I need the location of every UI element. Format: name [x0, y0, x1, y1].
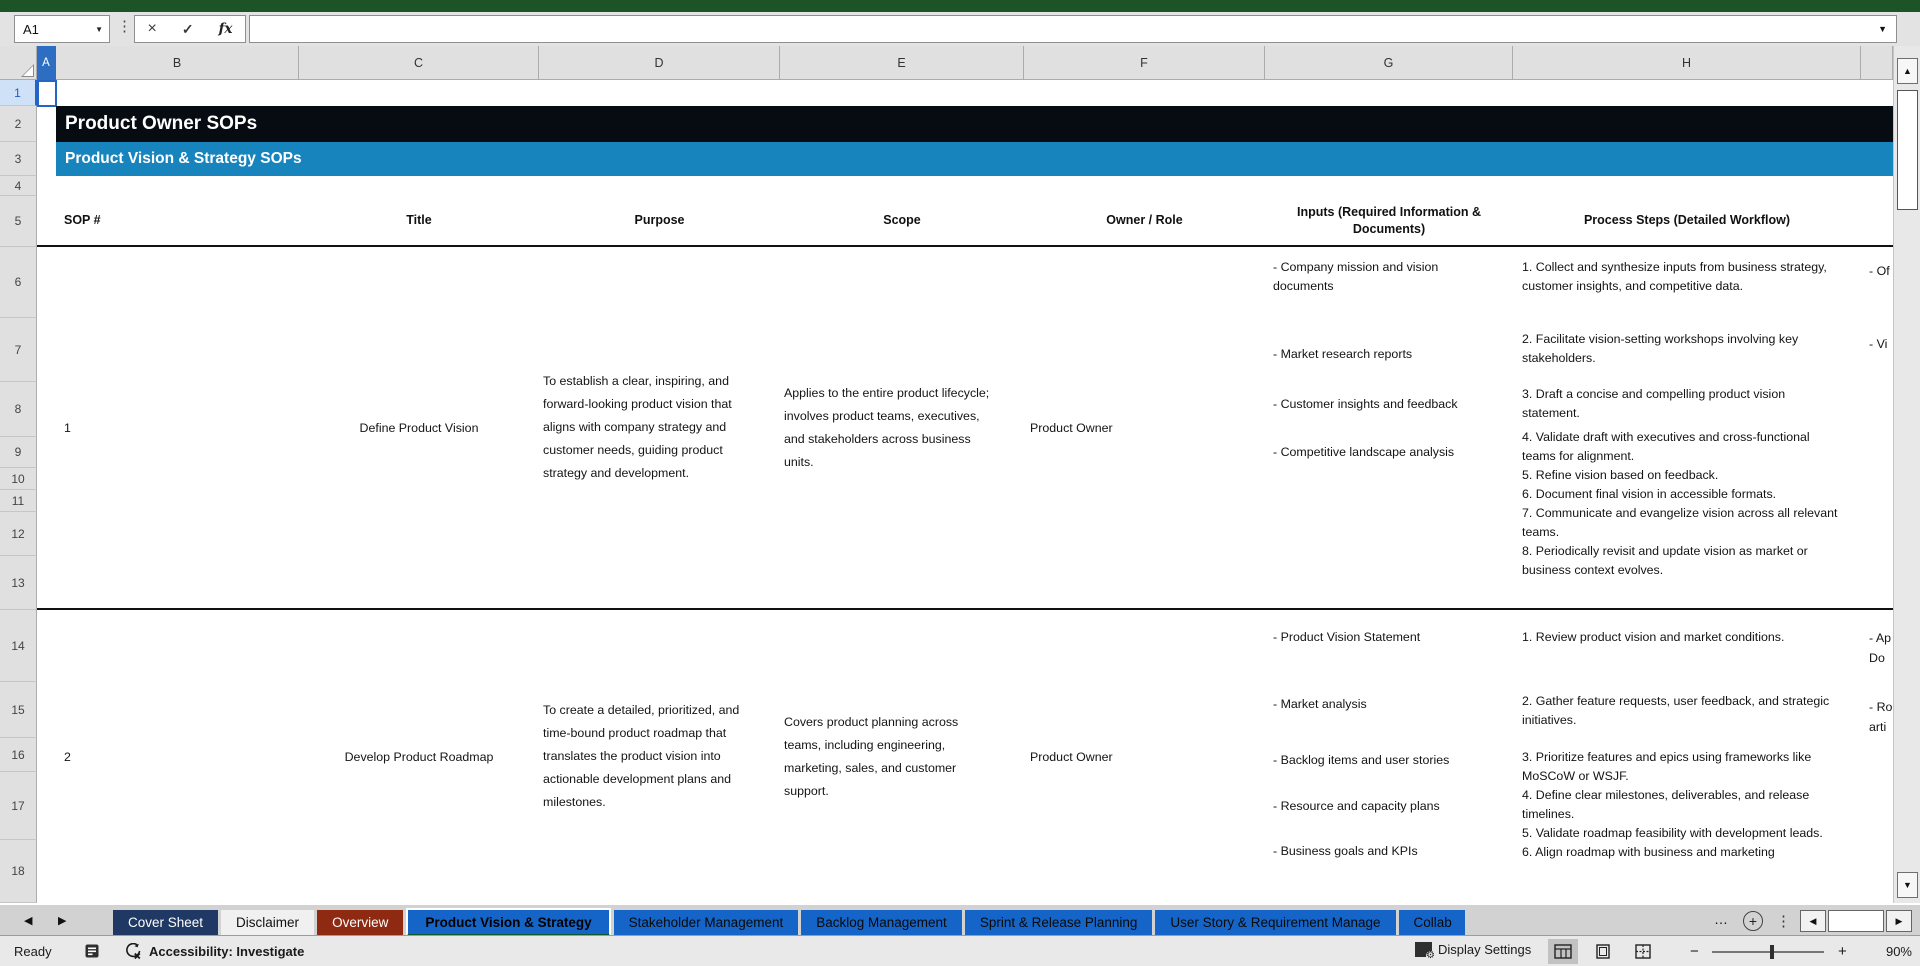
cell-inputs[interactable] — [1273, 610, 1487, 903]
input-item: - Market analysis — [1273, 697, 1367, 711]
column-header[interactable]: F — [1024, 46, 1265, 80]
column-headers — [37, 46, 1893, 80]
cell-outputs-clipped[interactable] — [1869, 247, 1893, 608]
row-header[interactable]: 7 — [0, 318, 37, 382]
step-item: 1. Review product vision and market conditions. — [1522, 630, 1785, 644]
step-item: 3. Draft a concise and compelling product vision statement. — [1522, 387, 1786, 420]
step-item: 4. Validate draft with executives and cross-functional teams for alignment. — [1522, 430, 1810, 463]
table-header-row — [37, 196, 1893, 247]
cancel-icon[interactable]: × — [147, 20, 157, 37]
output-fragment: - Vi — [1869, 337, 1888, 351]
cell-process-steps[interactable] — [1522, 610, 1846, 903]
formula-bar-grip-icon: ⋮ — [117, 18, 132, 35]
column-header[interactable] — [1861, 46, 1893, 80]
view-switcher — [1548, 939, 1658, 964]
insert-function-icon[interactable]: fx — [218, 21, 233, 37]
row-header[interactable]: 8 — [0, 382, 37, 437]
row-header[interactable]: 4 — [0, 176, 37, 196]
input-item: - Business goals and KPIs — [1273, 844, 1418, 858]
step-item: 5. Refine vision based on feedback. — [1522, 468, 1719, 482]
status-ready: Ready — [14, 944, 52, 959]
step-item: 5. Validate roadmap feasibility with development leads. — [1522, 826, 1823, 840]
row-header[interactable]: 10 — [0, 468, 37, 490]
sheet-tab[interactable]: Cover Sheet — [113, 910, 218, 936]
header-owner: Owner / Role — [1106, 213, 1183, 227]
row-header[interactable]: 5 — [0, 196, 37, 247]
header-sop: SOP # — [64, 213, 101, 227]
sheet-tab[interactable]: Stakeholder Management — [614, 910, 799, 936]
zoom-in-icon[interactable]: + — [1838, 943, 1847, 960]
input-item: - Competitive landscape analysis — [1273, 445, 1455, 459]
tabs-ellipsis-icon[interactable]: … — [1714, 911, 1728, 927]
tab-scroll-left-icon[interactable]: ◀ — [1800, 910, 1826, 932]
row-header[interactable]: 6 — [0, 247, 37, 318]
header-scope: Scope — [883, 213, 921, 227]
add-sheet-icon[interactable]: + — [1743, 911, 1763, 931]
output-fragment: arti — [1869, 720, 1887, 734]
tab-scroll-right-icon[interactable]: ▶ — [1886, 910, 1912, 932]
output-fragment: - Ro — [1869, 700, 1893, 714]
accessibility-icon — [124, 943, 143, 960]
sheet-tab[interactable]: Sprint & Release Planning — [965, 910, 1153, 936]
step-item: 6. Document final vision in accessible formats. — [1522, 487, 1777, 501]
row-header[interactable]: 11 — [0, 490, 37, 512]
name-box-dropdown-icon[interactable]: ▼ — [95, 24, 103, 34]
row-headers — [0, 80, 37, 903]
table-row — [37, 247, 1893, 610]
tab-scrollbar-thumb[interactable] — [1828, 910, 1884, 932]
step-item: 2. Gather feature requests, user feedback, and strategic initiatives. — [1522, 694, 1830, 727]
scroll-down-icon[interactable]: ▼ — [1897, 872, 1918, 898]
cell-sop-number[interactable]: 1 — [64, 420, 71, 435]
view-page-break-icon[interactable] — [1628, 939, 1658, 964]
step-item: 4. Define clear milestones, deliverables, and release timelines. — [1522, 788, 1810, 821]
sheet-tab[interactable]: Disclaimer — [221, 910, 314, 936]
cell-scope[interactable]: Covers product planning across teams, including engineering, marketing, sales, and customer support. — [784, 714, 959, 798]
sheet-tab[interactable]: Overview — [317, 910, 403, 936]
sheet-tab-bar — [0, 903, 1920, 935]
cell-title[interactable]: Develop Product Roadmap — [344, 749, 494, 764]
column-header[interactable]: A — [37, 46, 56, 80]
sheet-nav-right-icon[interactable]: ▶ — [58, 915, 67, 927]
column-header[interactable]: B — [56, 46, 299, 80]
row-header[interactable]: 2 — [0, 106, 37, 142]
zoom-slider-thumb[interactable] — [1770, 945, 1774, 959]
row-header[interactable]: 13 — [0, 556, 37, 610]
column-header[interactable]: E — [780, 46, 1024, 80]
sheet-tab[interactable]: User Story & Requirement Manage — [1155, 910, 1395, 936]
header-purpose: Purpose — [634, 213, 685, 227]
cell-purpose[interactable]: To create a detailed, prioritized, and time-bound product roadmap that translates the product vision into actionable development plans and milestones. — [543, 703, 740, 809]
status-bar — [0, 935, 1920, 966]
accessibility-status[interactable] — [124, 943, 304, 960]
enter-icon[interactable]: ✓ — [181, 21, 194, 37]
section-title-banner: Product Vision & Strategy SOPs — [56, 142, 1893, 176]
input-item: - Customer insights and feedback — [1273, 397, 1458, 411]
input-item: - Product Vision Statement — [1273, 630, 1421, 644]
display-settings-icon: ⚙ — [1415, 942, 1432, 957]
step-item: 2. Facilitate vision-setting workshops involving key stakeholders. — [1522, 332, 1799, 365]
cell-inputs[interactable] — [1273, 247, 1487, 608]
cell-purpose[interactable]: To establish a clear, inspiring, and forward-looking product vision that aligns with company strategy and customer needs, guiding product strategy and development. — [543, 374, 732, 480]
row-header[interactable]: 17 — [0, 772, 37, 840]
formula-bar-buttons — [134, 15, 246, 43]
cell-sop-number[interactable]: 2 — [64, 749, 71, 764]
zoom-out-icon[interactable]: − — [1690, 943, 1699, 960]
row-header[interactable]: 16 — [0, 738, 37, 772]
table-row — [37, 610, 1893, 903]
row-header[interactable]: 15 — [0, 682, 37, 738]
window-title-strip — [0, 0, 1920, 12]
zoom-slider[interactable] — [1712, 951, 1824, 953]
name-box[interactable] — [14, 15, 110, 43]
column-header[interactable]: G — [1265, 46, 1513, 80]
output-fragment: - Ap — [1869, 631, 1892, 645]
accessibility-label: Accessibility: Investigate — [149, 944, 305, 959]
step-item: 7. Communicate and evangelize vision across all relevant teams. — [1522, 506, 1838, 539]
sheet-title-banner: Product Owner SOPs — [56, 106, 1893, 142]
display-settings-label: Display Settings — [1438, 942, 1532, 957]
display-settings-button[interactable] — [1415, 942, 1532, 961]
cell-scope[interactable]: Applies to the entire product lifecycle; involves product teams, executives, and stakeholders across business units. — [784, 385, 990, 469]
input-item: - Company mission and vision documents — [1273, 260, 1439, 293]
formula-bar-expand-icon[interactable]: ▼ — [1878, 24, 1887, 34]
view-normal-icon[interactable] — [1548, 939, 1578, 964]
sheet-tab[interactable]: Collab — [1399, 910, 1465, 936]
row-header[interactable]: 12 — [0, 512, 37, 556]
input-item: - Backlog items and user stories — [1273, 753, 1450, 767]
grid-canvas[interactable] — [37, 80, 1893, 903]
header-title: Title — [406, 213, 432, 227]
formula-input[interactable] — [249, 15, 1897, 43]
header-steps: Process Steps (Detailed Workflow) — [1583, 213, 1791, 227]
formula-bar — [0, 12, 1920, 46]
row-header[interactable]: 3 — [0, 142, 37, 176]
select-all-corner[interactable] — [0, 46, 37, 80]
step-item: 8. Periodically revisit and update vision as market or business context evolves. — [1522, 544, 1808, 577]
sheet-area — [0, 46, 1920, 903]
column-header[interactable]: C — [299, 46, 539, 80]
input-item: - Resource and capacity plans — [1273, 799, 1440, 813]
macro-record-icon[interactable] — [84, 943, 100, 962]
column-header[interactable]: D — [539, 46, 780, 80]
column-header[interactable]: H — [1513, 46, 1861, 80]
sheet-tab[interactable]: Product Vision & Strategy — [406, 908, 610, 937]
zoom-level[interactable]: 90% — [1885, 944, 1912, 959]
active-cell-outline — [37, 80, 57, 107]
output-fragment: Do — [1869, 651, 1885, 665]
step-item: 3. Prioritize features and epics using frameworks like MoSCoW or WSJF. — [1522, 750, 1812, 783]
cell-outputs-clipped[interactable] — [1869, 610, 1893, 903]
input-item: - Market research reports — [1273, 347, 1413, 361]
name-box-value: A1 — [23, 21, 39, 37]
cell-owner[interactable]: Product Owner — [1030, 749, 1113, 764]
sheet-tab[interactable]: Backlog Management — [801, 910, 962, 936]
row-header[interactable]: 9 — [0, 437, 37, 468]
vertical-scrollbar[interactable] — [1893, 46, 1920, 903]
tabs-more-icon[interactable]: ⋮ — [1776, 913, 1791, 930]
row-header[interactable]: 1 — [0, 80, 37, 106]
view-page-layout-icon[interactable] — [1588, 939, 1618, 964]
header-inputs: Inputs (Required Information & Documents) — [1296, 204, 1482, 236]
cell-process-steps[interactable] — [1522, 247, 1846, 608]
step-item: 1. Collect and synthesize inputs from business strategy, customer insights, and competitive data. — [1522, 260, 1827, 293]
sheet-tabs — [113, 908, 1468, 937]
step-item: 6. Align roadmap with business and marketing — [1522, 845, 1775, 859]
scrollbar-thumb[interactable] — [1897, 90, 1918, 210]
row-header[interactable]: 14 — [0, 610, 37, 682]
cell-owner[interactable]: Product Owner — [1030, 420, 1113, 435]
row-header[interactable]: 18 — [0, 840, 37, 903]
sheet-nav-left-icon[interactable]: ◀ — [24, 915, 33, 927]
output-fragment: - Of — [1869, 264, 1890, 278]
cell-title[interactable]: Define Product Vision — [359, 420, 479, 435]
scroll-up-icon[interactable]: ▲ — [1897, 58, 1918, 84]
